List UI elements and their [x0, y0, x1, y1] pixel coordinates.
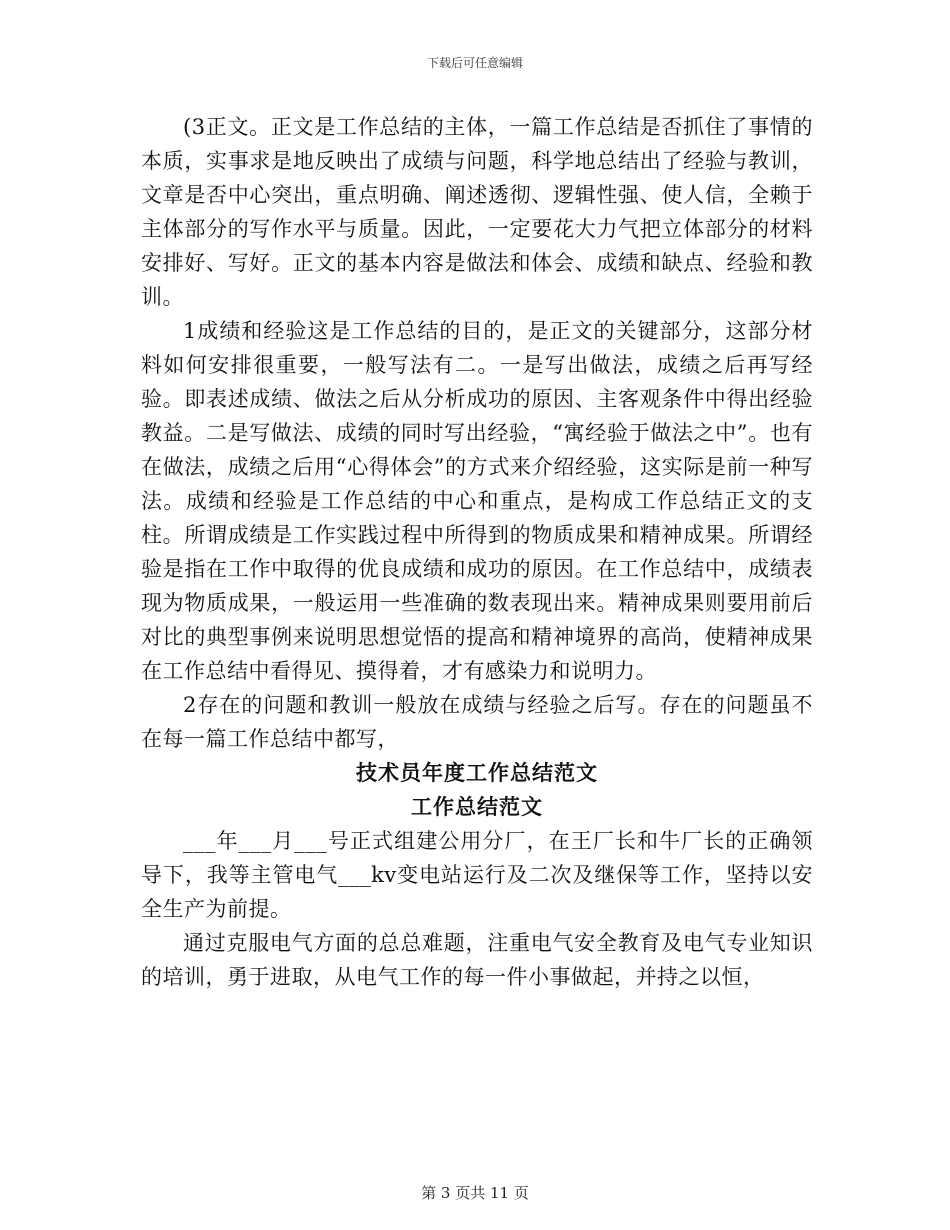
paragraph-achievements: 1成绩和经验这是工作总结的目的，是正文的关键部分，这部分材料如何安排很重要，一般写法有二。一是写出做法，成绩之后再写经验。即表述成绩、做法之后从分析成功的原因、主客观条件中得出经验教益。二是写做法、成绩的同时写出经验，“寓经验于做法之中”。也有在做法，成绩之后用“心得体会”的方式来介绍经验，这实际是前一种写法。成绩和经验是工作总结的中心和重点，是构成工作总结正文的支柱。所谓成绩是工作实践过程中所得到的物质成果和精神成果。所谓经验是指在工作中取得的优良成绩和成功的原因。在工作总结中，成绩表现为物质成果，一般运用一些准确的数表现出来。精神成果则要用前后对比的典型事例来说明思想觉悟的提高和精神境界的高尚，使精神成果在工作总结中看得见、摸得着，才有感染力和说明力。 [141, 319, 813, 683]
section-subtitle: 工作总结范文 [411, 795, 543, 819]
page-header: 下载后可任意编辑 [426, 56, 523, 70]
section-title: 技术员年度工作总结范文 [356, 761, 598, 785]
page-footer: 第 3 页共 11 页 [421, 1184, 529, 1202]
document-body [141, 110, 813, 994]
paragraph-training: 通过克服电气方面的总总难题，注重电气安全教育及电气专业知识的培训，勇于进取，从电气工作的每一件小事做起，并持之以恒， [141, 931, 813, 989]
paragraph-problems: 2存在的问题和教训一般放在成绩与经验之后写。存在的问题虽不在每一篇工作总结中都写， [141, 693, 813, 751]
paragraph-intro: ___年___月___号正式组建公用分厂，在王厂长和牛厂长的正确领导下，我等主管电气___kv变电站运行及二次及继保等工作，坚持以安全生产为前提。 [141, 829, 813, 921]
paragraph-main-body: (3正文。正文是工作总结的主体，一篇工作总结是否抓住了事情的本质，实事求是地反映出了成绩与问题，科学地总结出了经验与教训，文章是否中心突出，重点明确、阐述透彻、逻辑性强、使人信，全赖于主体部分的写作水平与质量。因此，一定要花大力气把立体部分的材料安排好、写好。正文的基本内容是做法和体会、成绩和缺点、经验和教训。 [141, 115, 813, 309]
